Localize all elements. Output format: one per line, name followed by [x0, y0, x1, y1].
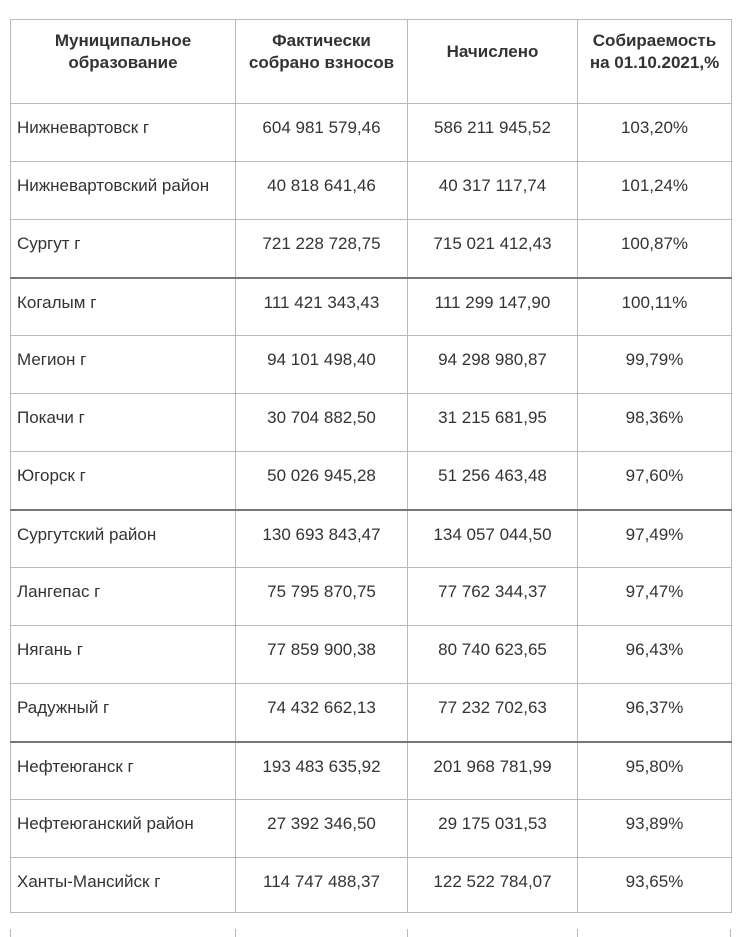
table-row — [11, 452, 732, 510]
table-row — [11, 220, 732, 278]
collected-cell: 193 483 635,92 — [236, 742, 408, 800]
collected-cell: 130 693 843,47 — [236, 510, 408, 568]
collection-rate-cell: 98,36% — [578, 394, 732, 452]
collection-rate-cell: 99,79% — [578, 336, 732, 394]
header-municipality — [11, 20, 236, 104]
table-row — [11, 684, 732, 742]
table-row — [11, 162, 732, 220]
collected-cell: 50 026 945,28 — [236, 452, 408, 510]
column-divider — [577, 929, 578, 937]
charged-cell: 134 057 044,50 — [408, 510, 578, 568]
municipality-cell: Югорск г — [11, 452, 236, 510]
municipality-cell: Лангепас г — [11, 568, 236, 626]
collection-rate-cell: 103,20% — [578, 104, 732, 162]
table-row — [11, 278, 732, 336]
header-charged — [408, 20, 578, 104]
charged-cell: 201 968 781,99 — [408, 742, 578, 800]
municipality-cell: Нижневартовск г — [11, 104, 236, 162]
municipality-cell: Радужный г — [11, 684, 236, 742]
header-row — [11, 20, 732, 104]
table-row — [11, 336, 732, 394]
collected-cell: 604 981 579,46 — [236, 104, 408, 162]
collection-rate-cell: 100,11% — [578, 278, 732, 336]
municipality-cell: Мегион г — [11, 336, 236, 394]
collected-cell: 74 432 662,13 — [236, 684, 408, 742]
collection-rate-table — [10, 19, 732, 913]
table-header — [11, 20, 732, 104]
table-row — [11, 568, 732, 626]
collection-rate-cell: 93,89% — [578, 800, 732, 858]
municipality-cell: Ханты-Мансийск г — [11, 858, 236, 913]
collection-rate-cell: 97,49% — [578, 510, 732, 568]
header-line: Собираемость — [592, 31, 717, 50]
charged-cell: 94 298 980,87 — [408, 336, 578, 394]
charged-cell: 40 317 117,74 — [408, 162, 578, 220]
table-row — [11, 394, 732, 452]
collection-rate-cell: 95,80% — [578, 742, 732, 800]
municipality-cell: Сургут г — [11, 220, 236, 278]
collected-cell: 94 101 498,40 — [236, 336, 408, 394]
table-row — [11, 626, 732, 684]
collected-cell: 77 859 900,38 — [236, 626, 408, 684]
municipality-cell: Покачи г — [11, 394, 236, 452]
charged-cell: 80 740 623,65 — [408, 626, 578, 684]
municipality-cell: Когалым г — [11, 278, 236, 336]
charged-cell: 715 021 412,43 — [408, 220, 578, 278]
header-line: образование — [68, 53, 178, 72]
collected-cell: 40 818 641,46 — [236, 162, 408, 220]
collection-rate-cell: 96,43% — [578, 626, 732, 684]
collected-cell: 30 704 882,50 — [236, 394, 408, 452]
table-row — [11, 858, 732, 913]
municipality-cell: Нефтеюганский район — [11, 800, 236, 858]
next-row-edge — [10, 929, 731, 937]
collected-cell: 27 392 346,50 — [236, 800, 408, 858]
collection-rate-table-container — [10, 19, 731, 913]
charged-cell: 77 232 702,63 — [408, 684, 578, 742]
collection-rate-cell: 100,87% — [578, 220, 732, 278]
municipality-cell: Нефтеюганск г — [11, 742, 236, 800]
collection-rate-cell: 97,60% — [578, 452, 732, 510]
header-line: собрано взносов — [248, 53, 395, 72]
charged-cell: 51 256 463,48 — [408, 452, 578, 510]
header-collection-rate — [578, 20, 732, 104]
collected-cell: 75 795 870,75 — [236, 568, 408, 626]
charged-cell: 122 522 784,07 — [408, 858, 578, 913]
table-row — [11, 510, 732, 568]
collected-cell: 114 747 488,37 — [236, 858, 408, 913]
column-divider — [235, 929, 236, 937]
header-line: Муниципальное — [54, 31, 192, 50]
collected-cell: 111 421 343,43 — [236, 278, 408, 336]
charged-cell: 586 211 945,52 — [408, 104, 578, 162]
column-divider — [407, 929, 408, 937]
header-line: на 01.10.2021,% — [589, 53, 720, 72]
municipality-cell: Нягань г — [11, 626, 236, 684]
table-body — [11, 104, 732, 913]
charged-cell: 29 175 031,53 — [408, 800, 578, 858]
municipality-cell: Сургутский район — [11, 510, 236, 568]
charged-cell: 111 299 147,90 — [408, 278, 578, 336]
charged-cell: 77 762 344,37 — [408, 568, 578, 626]
header-line: Фактически — [272, 31, 371, 50]
header-line: Начислено — [446, 42, 539, 61]
collection-rate-cell: 96,37% — [578, 684, 732, 742]
table-row — [11, 800, 732, 858]
municipality-cell: Нижневартовский район — [11, 162, 236, 220]
collection-rate-cell: 97,47% — [578, 568, 732, 626]
collection-rate-cell: 93,65% — [578, 858, 732, 913]
charged-cell: 31 215 681,95 — [408, 394, 578, 452]
table-row — [11, 742, 732, 800]
header-collected — [236, 20, 408, 104]
collection-rate-cell: 101,24% — [578, 162, 732, 220]
collected-cell: 721 228 728,75 — [236, 220, 408, 278]
table-row — [11, 104, 732, 162]
